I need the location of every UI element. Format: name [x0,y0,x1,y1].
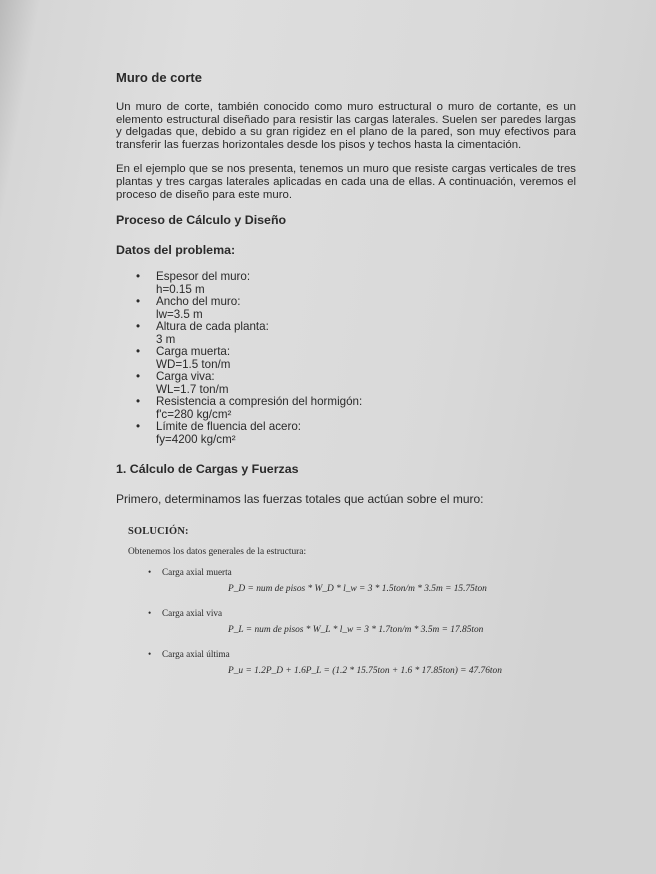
equation-dead-load: P_D = num de pisos * W_D * l_w = 3 * 1.5ton/m * 3.5m = 15.75ton [228,584,487,595]
bullet-icon: • [148,608,152,619]
equation-live-load: P_L = num de pisos * W_L * l_w = 3 * 1.7ton/m * 3.5m = 17.85ton [228,625,484,636]
data-item [116,346,576,371]
bullet-icon: • [136,320,141,334]
solution-item [116,608,576,635]
data-item-value: 3 m [156,332,176,346]
data-item [116,321,576,346]
data-title: Datos del problema: [116,243,236,258]
data-item-label: Ancho del muro: [156,295,241,309]
data-item-label: Altura de cada planta: [156,320,269,334]
solution-desc: Obtenemos los datos generales de la estructura: [128,547,307,558]
solution-item [116,567,576,594]
data-item-label: Carga viva: [156,370,215,384]
data-list [116,271,576,446]
doc-title: Muro de corte [116,70,202,85]
bullet-icon: • [136,420,141,434]
solution-block [116,526,576,676]
data-item-value: fy=4200 kg/cm² [156,432,236,446]
data-item-label: Carga muerta: [156,345,231,359]
data-item [116,421,576,446]
solution-list [116,567,576,676]
data-item [116,296,576,321]
solution-item-label: Carga axial última [162,649,230,660]
data-item [116,396,576,421]
heading-cargas-fuerzas: 1. Cálculo de Cargas y Fuerzas [116,462,299,477]
data-item-value: h=0.15 m [156,282,205,296]
solution-item [116,649,576,676]
bullet-icon: • [136,295,141,309]
bullet-icon: • [136,270,141,284]
data-item-label: Espesor del muro: [156,270,251,284]
bullet-icon: • [136,370,141,384]
bullet-icon: • [136,395,141,409]
data-item [116,271,576,296]
bullet-icon: • [136,345,141,359]
equation-ultimate-load: P_u = 1.2P_D + 1.6P_L = (1.2 * 15.75ton + 1.6 * 17.85ton) = 47.76ton [228,666,502,677]
bullet-icon: • [148,567,152,578]
data-item-value: f'c=280 kg/cm² [156,407,232,421]
solution-item-label: Carga axial viva [162,608,223,619]
data-item-value: WL=1.7 ton/m [156,382,229,396]
data-item-value: WD=1.5 ton/m [156,357,231,371]
data-item-label: Resistencia a compresión del hormigón: [156,395,363,409]
data-item-value: lw=3.5 m [156,307,203,321]
data-item [116,371,576,396]
bullet-icon: • [148,649,152,660]
intro-text: Primero, determinamos las fuerzas totales que actúan sobre el muro: [116,492,484,507]
paragraph-example: En el ejemplo que se nos presenta, tenemos un muro que resiste cargas verticales de tres plantas y tres cargas laterales aplicadas en cada una de ellas. A continuación, veremos el proceso de diseño para este muro. [116,163,576,201]
document-content [116,70,576,690]
section-title: Proceso de Cálculo y Diseño [116,213,287,228]
data-item-label: Límite de fluencia del acero: [156,420,302,434]
paragraph-definition: Un muro de corte, también conocido como muro estructural o muro de cortante, es un elemento estructural diseñado para resistir las cargas laterales. Suelen ser paredes largas y delgadas que, debido a su gran rigidez en el plano de la pared, son muy efectivos para transferir las fuerzas horizontales desde los pisos y techos hasta la cimentación. [116,101,576,151]
solution-item-label: Carga axial muerta [162,567,232,578]
solution-title: SOLUCIÓN: [128,526,189,538]
